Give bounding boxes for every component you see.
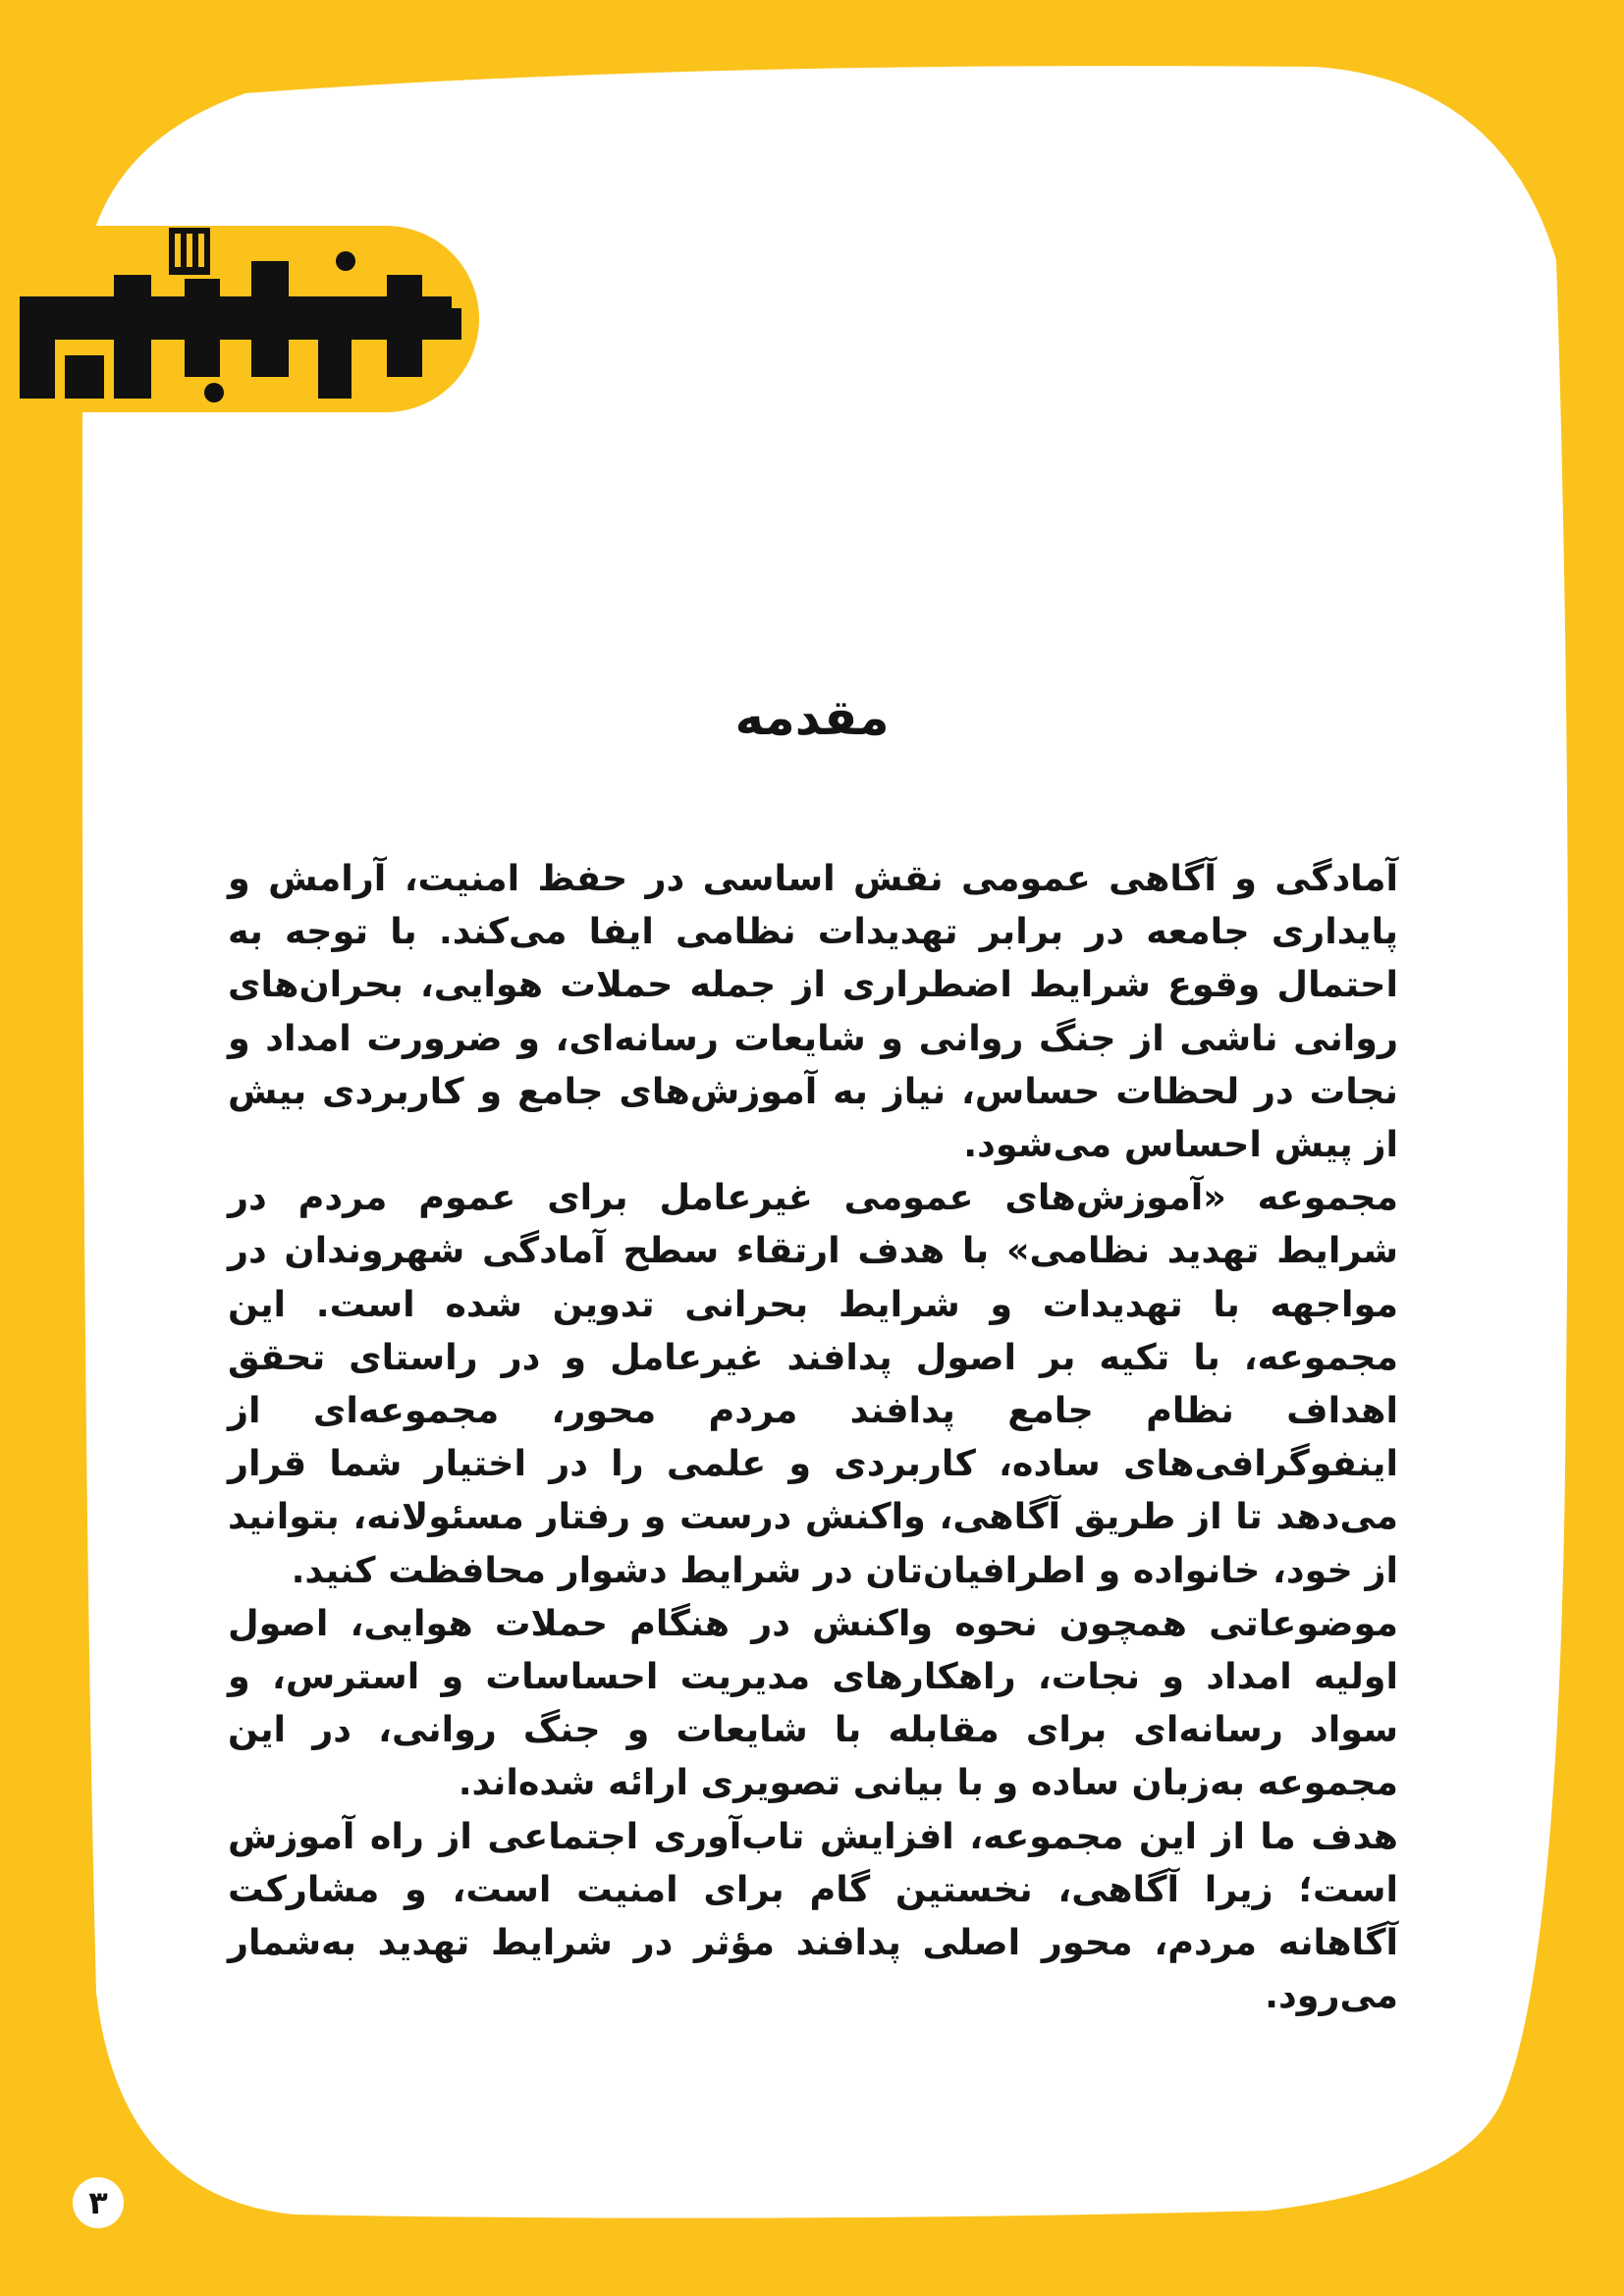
paragraph: هدف ما از این مجموعه، افزایش تاب‌آوری اجتماعی از راه آموزش است؛ زیرا آگاهی، نخستین گام برای امنیت است، و مشارکت آگاهانه مردم، محور اصلی پدافند مؤثر در شرایط تهدید به‌شمار می‌رود. <box>228 1814 1398 2017</box>
intro-body <box>228 852 1398 2022</box>
paragraph: موضوعاتی همچون نحوه واکنش در هنگام حملات هوایی، اصول اولیه امداد و نجات، راهکارهای مدیریت احساسات و استرس، و سواد رسانه‌ای برای مقابله با شایعات و جنگ روانی، در این مجموعه به‌زبان ساده و با بیانی تصویری ارائه شده‌اند. <box>228 1601 1398 1804</box>
didehban-logo <box>6 228 477 414</box>
paragraph: آمادگی و آگاهی عمومی نقش اساسی در حفظ امنیت، آرامش و پایداری جامعه در برابر تهدیدات نظامی ایفا می‌کند. با توجه به احتمال وقوع شرایط اضطراری از جمله حملات هوایی، بحران‌های روانی ناشی از جنگ روانی و شایعات رسانه‌ای، و ضرورت امداد و نجات در لحظات حساس، نیاز به آموزش‌های جامع و کاربردی بیش از پیش احساس می‌شود. <box>228 857 1398 1166</box>
page-title: مقدمه <box>734 689 890 746</box>
page-number: ۳ <box>73 2177 124 2228</box>
paragraph: مجموعه «آموزش‌های عمومی غیرعامل برای عموم مردم در شرایط تهدید نظامی» با هدف ارتقاء سطح آمادگی شهروندان در مواجهه با تهدیدات و شرایط بحرانی تدوین شده است. این مجموعه، با تکیه بر اصول پدافند غیرعامل و در راستای تحقق اهداف نظام جامع پدافند مردم محور، مجموعه‌ای از اینفوگرافی‌های ساده، کاربردی و علمی را در اختیار شما قرار می‌دهد تا از طریق آگاهی، واکنش درست و رفتار مسئولانه، بتوانید از خود، خانواده و اطرافیان‌تان در شرایط دشوار محافظت کنید. <box>228 1176 1398 1591</box>
